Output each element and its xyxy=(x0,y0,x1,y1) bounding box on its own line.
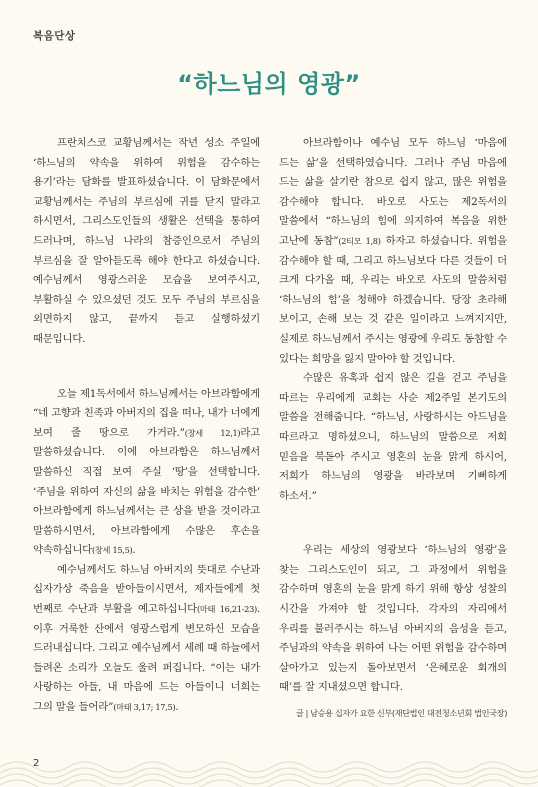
decorative-wave-border xyxy=(0,753,538,787)
paragraph-2: 오늘 제1독서에서 하느님께서는 아브라함에게 “네 고향과 친족과 아버지의 집을 떠나, 내가 너에게 보여 줄 땅으로 가거라.”(창세 12,1)라고 말씀하셨습니다. 이에 아브라함은 하느님께서 말씀하신 직접 보여 주실 ‘땅’을 선택합니다. ‘주님을 위하여 자신의 삶을 바치는 위험을 감수한’ 아브라함에게 하느님께서는 큰 상을 받을 것이라고 말씀하시면서, 아브라함에게 수많은 후손을 약속하십니다(창세 15,5). xyxy=(33,387,261,557)
paragraph-5: 수많은 유혹과 쉽지 않은 길을 걷고 주님을 따르는 우리에게 교회는 사순 제2주일 본기도의 말씀을 전해줍니다. “하느님, 사랑하시는 아드님을 따르라고 명하셨으니, 하느님의 말씀으로 저희 믿음을 북돋아 주시고 영혼의 눈을 맑게 하시어, 저희가 하느님의 영광을 바라보며 기뻐하게 하소서.” xyxy=(279,372,507,502)
left-column xyxy=(33,134,260,718)
section-label: 복음단상 xyxy=(33,30,76,42)
author-byline: 글 | 남승용 십자가 요한 신부(재단법인 대전청소년회 법인국장) xyxy=(295,708,507,719)
paragraph-1: 프란치스코 교황님께서는 작년 성소 주일에 ‘하느님의 약속을 위하여 위험을 감수하는 용기’라는 담화를 발표하셨습니다. 이 담화문에서 교황님께서는 주님의 부르심에 귀를 닫지 말라고 하시면서, 그리스도인들의 생활은 선택을 통하여 드러나며, 하느님 나라의 참증인으로서 주님의 부르심을 잘 알아듣도록 해야 한다고 하셨습니다. 예수님께서 영광스러운 모습을 보여주시고, 부활하실 수 있으셨던 것도 모두 주님의 부르심을 외면하지 않고, 끝까지 듣고 실행하셨기 때문입니다. xyxy=(33,137,260,345)
paragraph-6: 우리는 세상의 영광보다 ‘하느님의 영광’을 찾는 그리스도인이 되고, 그 과정에서 위험을 감수하며 영혼의 눈을 맑게 하기 위해 항상 성찰의 시간을 가져야 할 것입니다. 각자의 자리에서 우리를 불러주시는 하느님 아버지의 음성을 듣고, 주님과의 약속을 위하여 나는 어떤 위험을 감수하며 살아가고 있는지 돌아보면서 ‘은혜로운 회개의 때’를 잘 지내셨으면 합니다. xyxy=(279,544,507,694)
scripture-ref: (마태 16,21-23) xyxy=(196,604,257,615)
scripture-ref: (2티모 1,8) xyxy=(338,235,381,246)
scripture-ref: (창세 15,5) xyxy=(92,545,133,556)
scripture-ref: (창세 12,1) xyxy=(184,427,241,438)
right-column xyxy=(279,134,507,724)
paragraph-3: 예수님께서도 하느님 아버지의 뜻대로 수난과 십자가상 죽음을 받아들이시면서, 제자들에게 첫 번째로 수난과 부활을 예고하십니다(마태 16,21-23). 이후 거룩한 산에서 영광스럽게 변모하신 모습을 드러내십니다. 그리고 예수님께서 세례 때 하늘에서 들려온 소리가 오늘도 울려 퍼집니다. “이는 내가 사랑하는 아들, 내 마음에 드는 아들이니 너희는 그의 말을 들어라”(마태 3,17; 17,5). xyxy=(33,563,260,714)
paragraph-4: 아브라함이나 예수님 모두 하느님 ‘마음에 드는 삶’을 선택하였습니다. 그러나 주님 마음에 드는 삶을 살기란 참으로 쉽지 않고, 많은 위험을 감수해야 합니다. 바오로 사도는 제2독서의 말씀에서 “하느님의 힘에 의지하여 복음을 위한 고난에 동참”(2티모 1,8) 하자고 하셨습니다. 위험을 감수해야 할 때, 그리고 하느님보다 다른 것들이 더 크게 다가올 때, 우리는 바오로 사도의 말씀처럼 ‘하느님의 힘’을 청해야 하겠습니다. 당장 초라해 보이고, 손해 보는 것 같은 일이라고 느껴지지만, 실제로 하느님께서 주시는 영광에 우리도 동참할 수 있다는 희망을 잃지 말아야 할 것입니다. xyxy=(279,137,507,365)
page-title: “하느님의 영광” xyxy=(177,70,361,98)
page-number: 2 xyxy=(33,758,40,769)
scripture-ref: (마태 3,17; 17,5) xyxy=(113,702,176,713)
